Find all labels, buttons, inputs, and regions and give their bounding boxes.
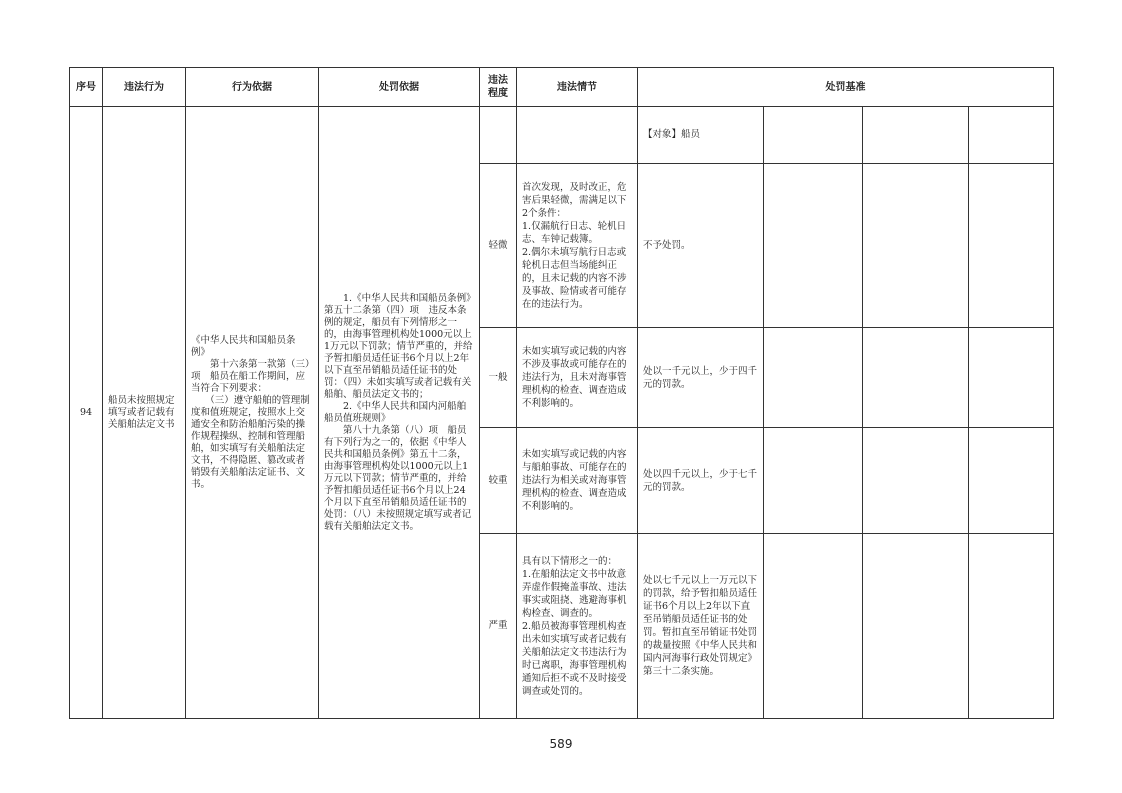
level-circumstance: 未如实填写或记载的内容不涉及事故或可能存在的违法行为，且未对海事管理机构的检查、调查造成不利影响的。 [522, 346, 627, 409]
level-circumstance: 具有以下情形之一的： 1.在船舶法定文书中故意弄虚作假掩盖事故、违法事实或阻挠、逃避海事机构检查、调查的。 2.船员被海事管理机构查出未如实填写或者记载有关船舶法定文书违法行为时已离职，海事管理机构通知后拒不或不及时接受调查或处罚的。 [522, 555, 627, 697]
row-penalty-basis: 1.《中华人民共和国船员条例》第五十二条第（四）项 违反本条例的规定，船员有下列情形之一的，由海事管理机构处1000元以上1万元以下罚款；情节严重的，并给予暂扣船员适任证书6个月以上2年以下直至吊销船员适任证书的处罚：（四）未如实填写或者记载有关船舶、船员法定文书的； 2.《中华人民共和国内河船舶船员值班规则》 第八十九条第（八）项 船员有下列行为之一的，依据《中华人民共和国船员条例》第五十二条，由海事管理机构处以1000元以上1万元以下罚款；情节严重的，并给予暂扣船员适任证书6个月以上24个月以下直至吊销船员适任证书的处罚：（八）未按照规定填写或者记载有关船舶法定文书。 [324, 292, 473, 532]
empty-cell [764, 428, 863, 534]
row-violation: 船员未按照规定填写或者记载有关船舶法定文书 [108, 394, 175, 430]
row-basis: 《中华人民共和国船员条例》 第十六条第一款第（三）项 船员在船工作期间，应当符合下列要求： （三）遵守船舶的管理制度和值班规定，按照水上交通安全和防治船舶污染的操作规程操纵、控制和管理船舶，如实填写有关船舶法定文书，不得隐匿、篡改或者销毁有关船舶法定证书、文书。 [191, 334, 310, 490]
level-standard: 处以四千元以上，少于七千元的罚款。 [643, 468, 758, 493]
row-target: 【对象】船员 [643, 129, 701, 140]
header-violation: 违法行为 [103, 68, 186, 107]
level-circumstance: 首次发现，及时改正，危害后果轻微，需满足以下2个条件： 1.仅漏航行日志、轮机日志、车钟记载簿。 2.偶尔未填写航行日志或轮机日志但当场能纠正的，且未记载的内容不涉及事故、险情或者可能存在的违法行为。 [522, 181, 627, 310]
empty-cell [969, 328, 1054, 428]
header-basis: 行为依据 [186, 68, 319, 107]
header-standard: 处罚基准 [638, 68, 1054, 107]
row-seq: 94 [70, 107, 103, 719]
empty-cell [969, 164, 1054, 328]
empty-cell [764, 164, 863, 328]
empty-cell [863, 534, 969, 719]
empty-cell [764, 328, 863, 428]
header-circumstance: 违法情节 [517, 68, 638, 107]
header-seq: 序号 [70, 68, 103, 107]
empty-cell [863, 107, 969, 164]
level-degree: 较重 [480, 428, 517, 534]
level-degree: 严重 [480, 534, 517, 719]
empty-degree-cell [480, 107, 517, 164]
header-penalty-basis: 处罚依据 [319, 68, 480, 107]
page-number: 589 [549, 737, 573, 751]
header-row [70, 68, 1054, 107]
penalty-standard-table [69, 67, 1054, 719]
empty-cell [969, 428, 1054, 534]
empty-cell [764, 107, 863, 164]
level-standard: 处以七千元以上一万元以下的罚款，给予暂扣船员适任证书6个月以上2年以下直至吊销船员适任证书的处罚。暂扣直至吊销证书处罚的裁量按照《中华人民共和国内河海事行政处罚规定》第三十二条实施。 [643, 575, 758, 677]
empty-cell [764, 534, 863, 719]
empty-cell [969, 107, 1054, 164]
level-standard: 处以一千元以上，少于四千元的罚款。 [643, 365, 758, 390]
empty-cell [863, 164, 969, 328]
empty-cell [969, 534, 1054, 719]
level-circumstance: 未如实填写或记载的内容与船舶事故、可能存在的违法行为相关或对海事管理机构的检查、调查造成不利影响的。 [522, 449, 627, 512]
table-row-target [70, 107, 1054, 164]
level-degree: 一般 [480, 328, 517, 428]
empty-cell [863, 428, 969, 534]
header-degree: 违法 程度 [480, 68, 517, 107]
empty-cell [863, 328, 969, 428]
level-standard: 不予处罚。 [643, 240, 691, 251]
empty-circumstance-cell [517, 107, 638, 164]
level-degree: 轻微 [480, 164, 517, 328]
